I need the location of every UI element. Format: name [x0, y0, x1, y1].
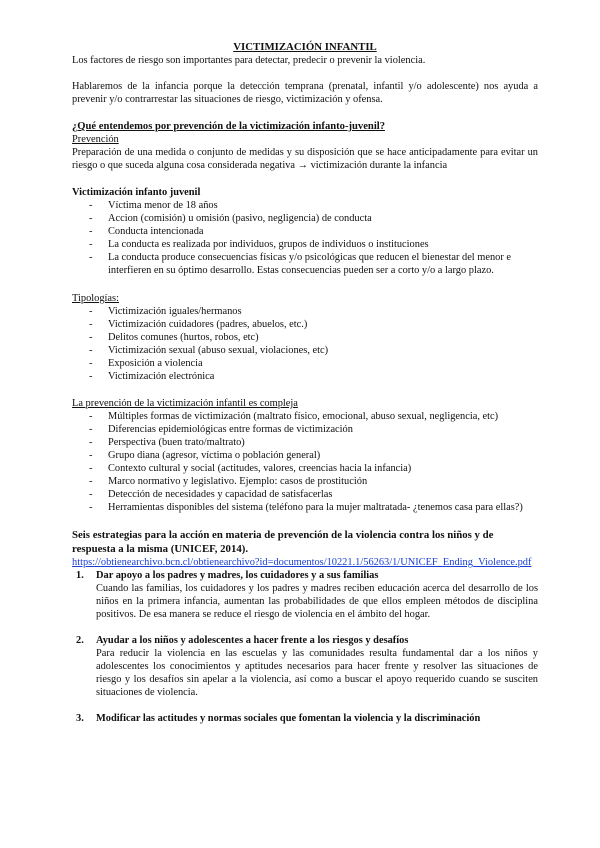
intro-paragraph-1: Los factores de riesgo son importantes para detectar, predecir o prevenir la violencia. — [72, 55, 426, 66]
item-number: 2. — [76, 635, 84, 646]
item-title: Ayudar a los niños y adolescentes a hacer frente a los riesgos y desafíos — [96, 635, 409, 646]
list-item: - Grupo diana (agresor, víctima o población general) — [72, 449, 538, 462]
list-item: - Perspectiva (buen trato/maltrato) — [72, 436, 538, 449]
item-body: Cuando las familias, los cuidadores y los padres y madres reciben educación acerca del desarrollo de los niños en la primera infancia, aumentan las probabilidades de que ellos empleen métodos de disciplina positivos. De esa manera se reduce el riesgo de violencia en el ámbito del hogar. — [96, 583, 538, 620]
compleja-heading: La prevención de la victimización infantil es compleja — [72, 398, 298, 409]
list-item: - Detección de necesidades y capacidad de satisfacerlas — [72, 488, 538, 501]
list-item — [72, 712, 538, 725]
intro-paragraph-2: Hablaremos de la infancia porque la detección temprana (prenatal, infantil y/o adolescente) nos ayuda a prevenir y/o contrarrestar las situaciones de riesgo, victimización y ofensa. — [72, 81, 538, 105]
item-number: 1. — [76, 570, 84, 581]
list-item: - La conducta es realizada por individuos, grupos de individuos o instituciones — [72, 238, 538, 251]
prevencion-definition — [72, 146, 538, 172]
question-heading: ¿Qué entendemos por prevención de la victimización infanto-juvenil? — [72, 121, 385, 132]
list-item: - Herramientas disponibles del sistema (teléfono para la mujer maltratada- ¿tenemos casa para ellas?) — [72, 501, 538, 514]
list-item: - Accion (comisión) u omisión (pasivo, negligencia) de conducta — [72, 212, 538, 225]
compleja-list — [72, 410, 538, 514]
item-number: 3. — [76, 713, 84, 724]
list-item: - Víctima menor de 18 años — [72, 199, 538, 212]
list-item: - Victimización iguales/hermanos — [72, 305, 538, 318]
document-page — [72, 40, 538, 725]
list-item: - Victimización electrónica — [72, 370, 538, 383]
estrategias-heading: Seis estrategias para la acción en materia de prevención de la violencia contra los niños y de respuesta a la misma (UNICEF, 2014). — [72, 529, 494, 555]
item-body: Para reducir la violencia en las escuelas y las comunidades resulta fundamental dar a los niños y adolescentes los conocimientos y aptitudes necesarios para hacer frente y resolver las situaciones de riesgo y los desafíos sin apelar a la violencia, así como a buscar el apoyo requerido cuando se susciten situaciones de violencia. — [96, 648, 538, 698]
unicef-report-link[interactable]: https://obtienearchivo.bcn.cl/obtienearchivo?id=documentos/10221.1/56263/1/UNICEF_Ending_Violence.pdf — [72, 557, 532, 568]
estrategias-list — [72, 569, 538, 725]
list-item: - Marco normativo y legislativo. Ejemplo: casos de prostitución — [72, 475, 538, 488]
list-item — [72, 569, 538, 621]
list-item: - La conducta produce consecuencias físicas y/o psicológicas que reducen el bienestar del menor e interfieren en su óptimo desarrollo. Estas consecuencias pueden ser a corto y/o a largo plazo. — [72, 251, 538, 277]
list-item: - Contexto cultural y social (actitudes, valores, creencias hacia la infancia) — [72, 462, 538, 475]
tipologias-list — [72, 305, 538, 383]
list-item: - Múltiples formas de victimización (maltrato físico, emocional, abuso sexual, negligencia, etc) — [72, 410, 538, 423]
document-title: VICTIMIZACIÓN INFANTIL — [233, 41, 377, 53]
victimizacion-list — [72, 199, 538, 277]
prevencion-label: Prevención — [72, 134, 119, 145]
victimizacion-heading: Victimización infanto juvenil — [72, 187, 201, 198]
item-title: Modificar las actitudes y normas sociales que fomentan la violencia y la discriminación — [96, 713, 481, 724]
tipologias-heading: Tipologías: — [72, 293, 119, 304]
list-item — [72, 634, 538, 699]
list-item: - Delitos comunes (hurtos, robos, etc) — [72, 331, 538, 344]
estrategias-link-line — [72, 556, 538, 569]
prevencion-text: Preparación de una medida o conjunto de medidas y su disposición que se hace anticipadamente para evitar un riesgo o que suceda alguna cosa considerada negativa → victimización durante la infancia — [72, 147, 538, 171]
list-item: - Exposición a violencia — [72, 357, 538, 370]
list-item: - Victimización cuidadores (padres, abuelos, etc.) — [72, 318, 538, 331]
list-item: - Conducta intencionada — [72, 225, 538, 238]
list-item: - Victimización sexual (abuso sexual, violaciones, etc) — [72, 344, 538, 357]
list-item: - Diferencias epidemiológicas entre formas de victimización — [72, 423, 538, 436]
item-title: Dar apoyo a los padres y madres, los cuidadores y a sus familias — [96, 570, 379, 581]
